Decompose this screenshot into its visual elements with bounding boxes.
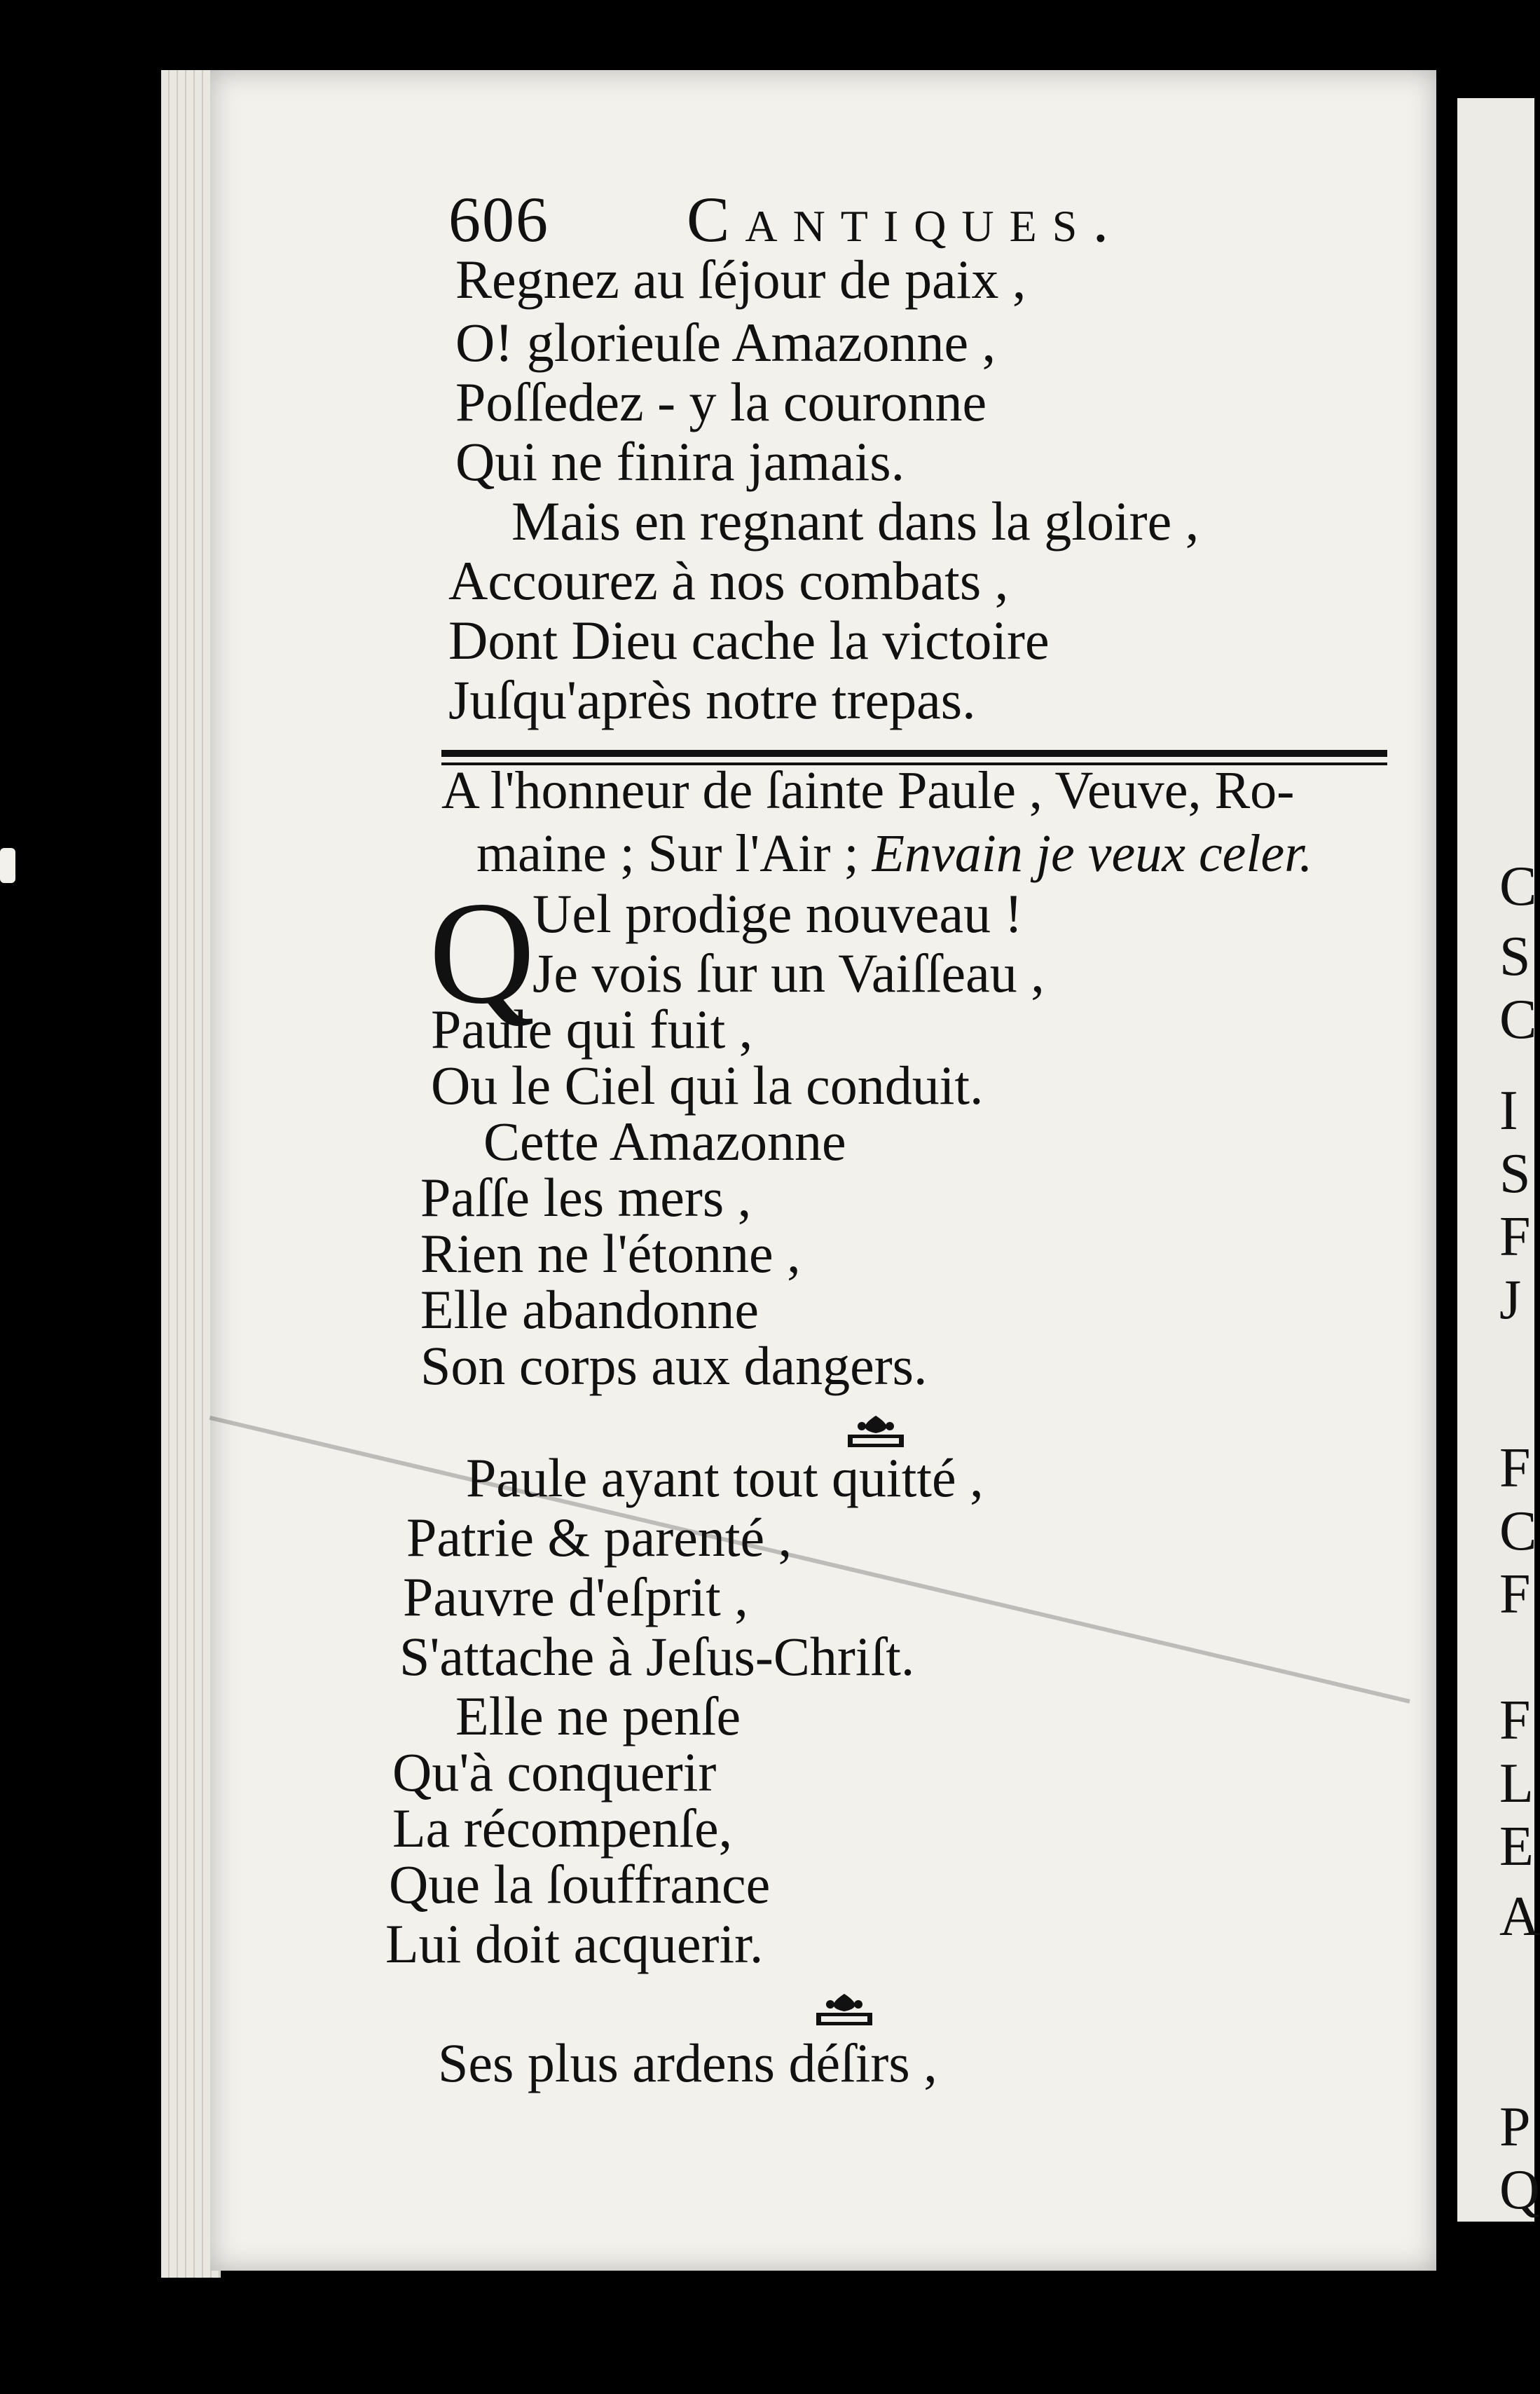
stray-mark bbox=[0, 848, 15, 883]
facing-letter: C bbox=[1499, 1500, 1537, 1562]
verse-line: Uel prodige nouveau ! bbox=[532, 883, 1023, 944]
verse-line: Elle ne penſe bbox=[455, 1685, 741, 1746]
facing-letter: F bbox=[1499, 1206, 1531, 1268]
facing-letter: C bbox=[1499, 856, 1537, 917]
facing-letter: C bbox=[1499, 989, 1537, 1051]
verse-line: Ses plus ardens déſirs , bbox=[438, 2032, 937, 2093]
verse-line: Poſſedez - y la couronne bbox=[455, 371, 987, 432]
verse-line: Qu'à conquerir bbox=[392, 1742, 717, 1803]
verse-line: Rien ne l'étonne , bbox=[420, 1223, 801, 1284]
hymn-heading-air-title: Envain je veux celer. bbox=[872, 824, 1313, 883]
facing-letter: Q bbox=[1499, 2159, 1540, 2221]
verse-line: Paule ayant tout quitté , bbox=[466, 1447, 984, 1508]
facing-letter: P bbox=[1499, 2096, 1531, 2158]
verse-line: Paule qui fuit , bbox=[431, 999, 753, 1060]
facing-letter: F bbox=[1499, 1564, 1531, 1625]
page-number: 606 bbox=[448, 184, 549, 255]
verse-line: La récompenſe, bbox=[392, 1798, 733, 1859]
verse-line: Que la ſouffrance bbox=[389, 1854, 771, 1915]
verse-line: S'attache à Jeſus-Chriſt. bbox=[399, 1626, 915, 1687]
verse-line: Elle abandonne bbox=[420, 1279, 759, 1340]
facing-page-edge bbox=[1457, 98, 1540, 2222]
facing-letter: F bbox=[1499, 1437, 1531, 1499]
verse-line: Ou le Ciel qui la conduit. bbox=[431, 1055, 984, 1116]
verse-line: Accourez à nos combats , bbox=[448, 550, 1009, 611]
facing-letter: L bbox=[1499, 1753, 1534, 1814]
facing-letter: A bbox=[1499, 1886, 1540, 1948]
verse-line: Cette Amazonne bbox=[483, 1111, 846, 1172]
facing-letter: S bbox=[1499, 926, 1531, 987]
drop-cap: Q bbox=[429, 872, 535, 1034]
verse-line: Qui ne finira jamais. bbox=[455, 431, 905, 492]
verse-line: Pauvre d'eſprit , bbox=[403, 1566, 748, 1627]
verse-line: O! glorieuſe Amazonne , bbox=[455, 312, 996, 373]
facing-letter: F bbox=[1499, 1690, 1531, 1751]
fleuron-icon bbox=[813, 1990, 876, 2032]
verse-line: Lui doit acquerir. bbox=[385, 1913, 764, 1974]
verse-line: Dont Dieu cache la victoire bbox=[448, 610, 1050, 671]
verse-line: Paſſe les mers , bbox=[420, 1167, 752, 1228]
verse-line: Juſqu'après notre trepas. bbox=[448, 669, 976, 730]
hymn-heading-line-1: A l'honneur de ſainte Paule , Veuve, Ro- bbox=[441, 761, 1295, 820]
section-rule bbox=[441, 750, 1387, 757]
facing-letter: I bbox=[1499, 1080, 1518, 1142]
hymn-heading-air-label: maine ; Sur l'Air ; bbox=[476, 824, 872, 883]
verse-line: Regnez au ſéjour de paix , bbox=[455, 249, 1026, 310]
facing-letter: E bbox=[1499, 1816, 1534, 1877]
verse-line: Mais en regnant dans la gloire , bbox=[511, 491, 1199, 552]
facing-letter: S bbox=[1499, 1143, 1531, 1205]
running-title: Cantiques. bbox=[687, 184, 1125, 255]
facing-letter: J bbox=[1499, 1269, 1522, 1331]
verse-line: Je vois ſur un Vaiſſeau , bbox=[532, 943, 1045, 1004]
hymn-heading-line-2 bbox=[476, 824, 1313, 883]
verse-line: Son corps aux dangers. bbox=[420, 1335, 928, 1396]
verse-line: Patrie & parenté , bbox=[406, 1507, 792, 1568]
